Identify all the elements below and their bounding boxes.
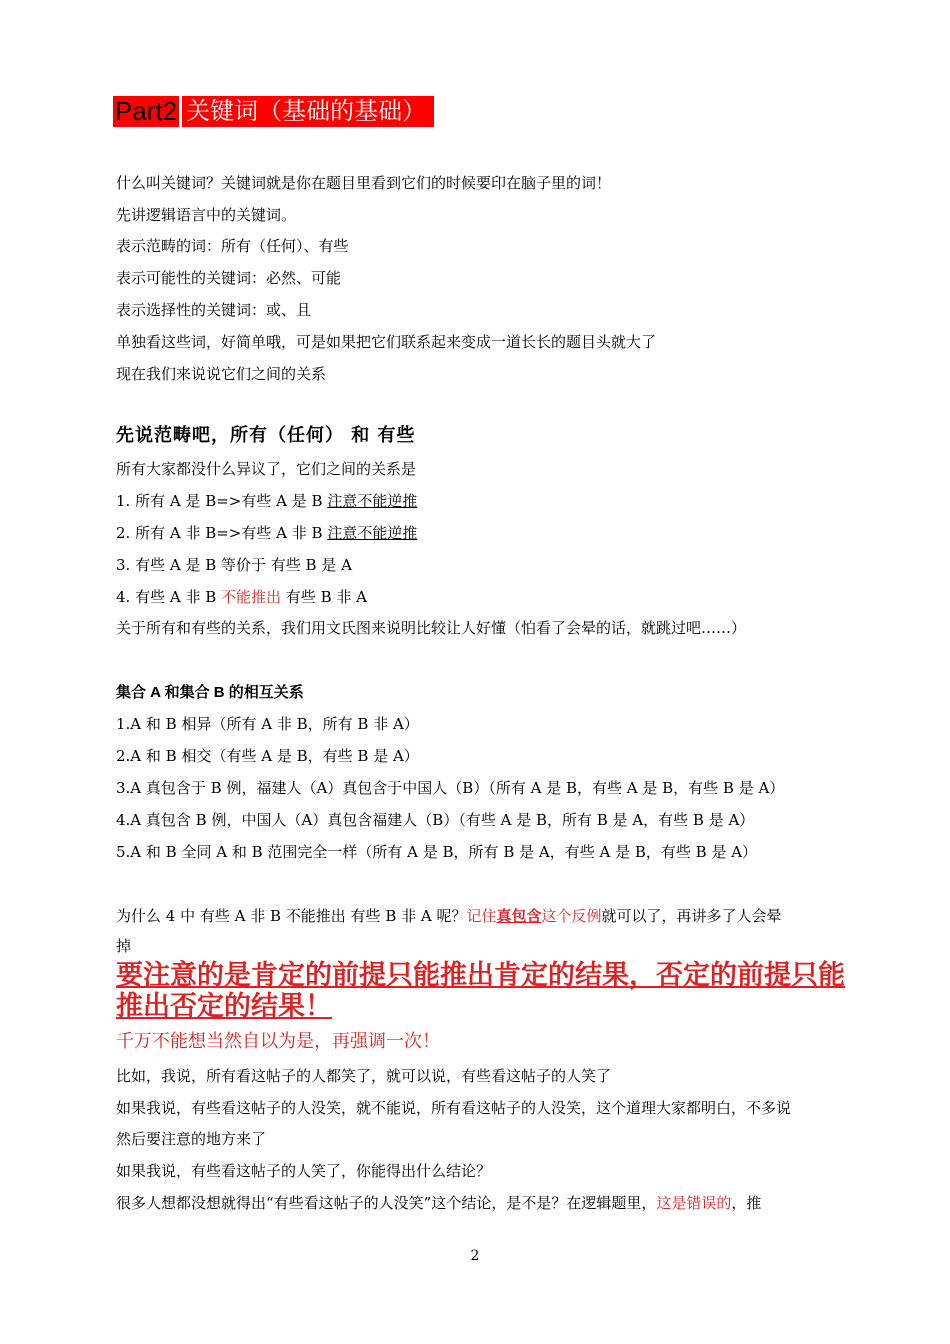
set-relation-item: 5.A 和 B 全同 A 和 B 范围完全一样（所有 A 是 B，所有 B 是 A，有些 A 是 B，有些 B 是 A） — [116, 843, 758, 861]
section-heading — [113, 96, 434, 127]
intro-line: 什么叫关键词？关键词就是你在题目里看到它们的时候要印在脑子里的词！ — [116, 174, 612, 192]
relation-intro: 所有大家都没什么异议了，它们之间的关系是 — [116, 460, 417, 478]
why-red-bold: 真包含 — [496, 907, 542, 925]
heading-part-label: Part2 — [115, 96, 178, 126]
category-section-title: 先说范畴吧，所有（任何） 和 有些 — [116, 425, 416, 446]
set-relation-item: 4.A 真包含 B 例，中国人（A）真包含福建人（B）（有些 A 是 B，所有 B 是 A，有些 B 是 A） — [116, 811, 755, 829]
why-wrap: 掉 — [116, 937, 132, 955]
rule-1-note: 注意不能逆推 — [327, 492, 418, 510]
rule-2-text: 2. 所有 A 非 B=>有些 A 非 B — [116, 524, 328, 542]
set-relation-title: 集合 A 和集合 B 的相互关系 — [116, 684, 304, 701]
intro-line: 表示可能性的关键词：必然、可能 — [116, 269, 342, 287]
rule-4-red: 不能推出 — [221, 588, 282, 606]
set-relation-item: 2.A 和 B 相交（有些 A 是 B，有些 B 是 A） — [116, 747, 419, 765]
venn-note: 关于所有和有些的关系，我们用文氏图来说明比较让人好懂（怕看了会晕的话，就跳过吧……） — [116, 619, 747, 637]
set-relation-item: 3.A 真包含于 B 例，福建人（A）真包含于中国人（B）（所有 A 是 B，有些 A 是 B，有些 B 是 A） — [116, 779, 785, 797]
page-number: 2 — [470, 1248, 480, 1264]
why-question — [116, 906, 782, 926]
why-red-1: 记住 — [466, 907, 497, 925]
rule-2 — [116, 523, 417, 543]
rule-2-note: 注意不能逆推 — [327, 524, 418, 542]
why-red-2: 这个反例 — [541, 907, 602, 925]
rule-4-b: 有些 B 非 A — [281, 588, 367, 606]
intro-line: 表示范畴的词：所有（任何）、有些 — [116, 237, 349, 255]
emphasis-mid: 千万不能想当然自以为是，再强调一次！ — [116, 1031, 440, 1052]
example-line: 比如，我说，所有看这帖子的人都笑了，就可以说，有些看这帖子的人笑了 — [116, 1067, 612, 1085]
intro-line: 现在我们来说说它们之间的关系 — [116, 365, 327, 383]
example-l5-b: ，推 — [731, 1194, 762, 1212]
intro-line: 先讲逻辑语言中的关键词。 — [116, 206, 297, 224]
rule-1 — [116, 491, 417, 511]
example-l5-a: 很多人想都没想就得出“有些看这帖子的人没笑”这个结论，是不是？在逻辑题里， — [116, 1194, 657, 1212]
example-line: 然后要注意的地方来了 — [116, 1130, 267, 1148]
rule-4 — [116, 587, 367, 607]
example-l5-red: 这是错误的 — [656, 1194, 732, 1212]
why-b: 就可以了，再讲多了人会晕 — [601, 907, 782, 925]
example-line: 如果我说，有些看这帖子的人没笑，就不能说，所有看这帖子的人没笑，这个道理大家都明白，不多说 — [116, 1099, 792, 1117]
rule-4-a: 4. 有些 A 非 B — [116, 588, 222, 606]
why-a: 为什么 4 中 有些 A 非 B 不能推出 有些 B 非 A 呢？ — [116, 907, 467, 925]
intro-line: 单独看这些词，好简单哦，可是如果把它们联系起来变成一道长长的题目头就大了 — [116, 333, 657, 351]
example-line: 如果我说，有些看这帖子的人笑了，你能得出什么结论？ — [116, 1162, 492, 1180]
example-line — [116, 1193, 761, 1213]
rule-3: 3. 有些 A 是 B 等价于 有些 B 是 A — [116, 556, 352, 574]
emphasis-big: 要注意的是肯定的前提只能推出肯定的结果，否定的前提只能推出否定的结果！ — [116, 960, 845, 1022]
intro-line: 表示选择性的关键词：或、且 — [116, 301, 312, 319]
heading-title: 关键词（基础的基础） — [182, 96, 434, 127]
rule-1-text: 1. 所有 A 是 B=>有些 A 是 B — [116, 492, 328, 510]
set-relation-item: 1.A 和 B 相异（所有 A 非 B，所有 B 非 A） — [116, 715, 419, 733]
